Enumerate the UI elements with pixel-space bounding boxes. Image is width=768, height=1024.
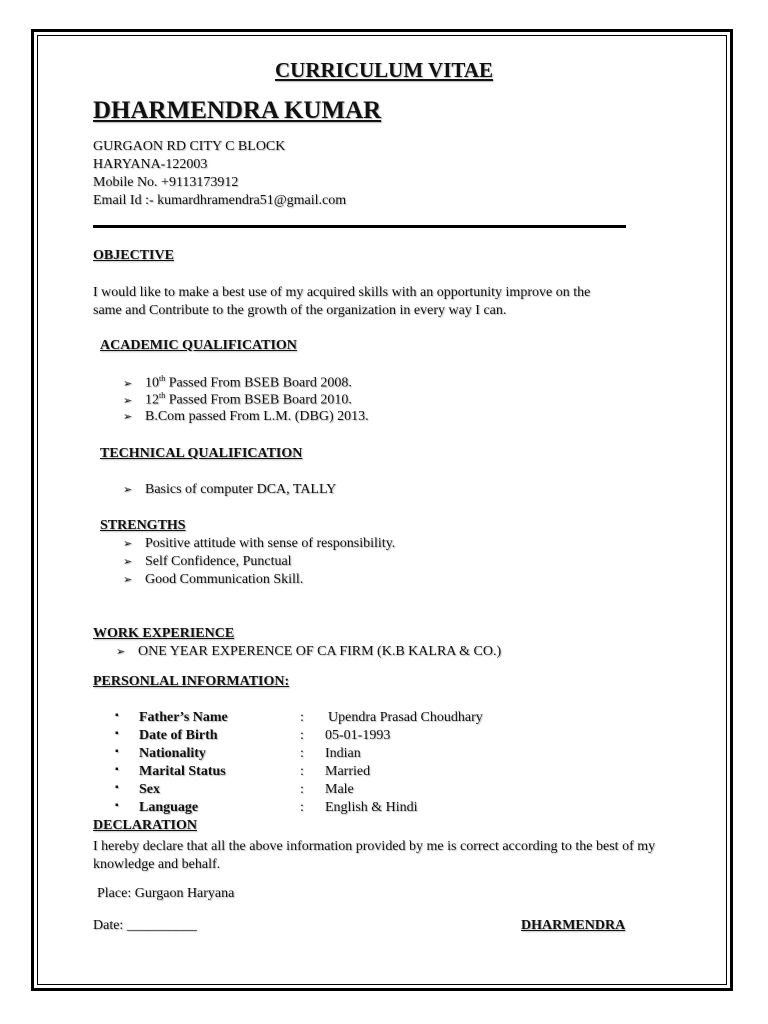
arrow-bullet-icon: ➢ <box>123 411 133 423</box>
objective-heading: OBJECTIVE <box>93 248 174 263</box>
list-item: ➢ 10th Passed From BSEB Board 2008. <box>123 374 352 391</box>
field-value: Upendra Prasad Choudhary <box>328 710 483 725</box>
square-bullet-icon: ▪ <box>115 746 119 757</box>
work-experience-heading: WORK EXPERIENCE <box>93 626 235 641</box>
arrow-bullet-icon: ➢ <box>123 538 133 550</box>
arrow-bullet-icon: ➢ <box>116 646 126 658</box>
date-line: Date: __________ <box>93 918 197 933</box>
list-item: ➢ ONE YEAR EXPERENCE OF CA FIRM (K.B KALRA & CO.) <box>116 644 502 659</box>
list-item: ➢ Self Confidence, Punctual <box>123 554 292 569</box>
square-bullet-icon: ▪ <box>115 764 119 775</box>
arrow-bullet-icon: ➢ <box>123 556 133 568</box>
signature-name: DHARMENDRA <box>521 918 626 933</box>
field-value: Married <box>325 764 371 779</box>
divider-line <box>93 225 626 228</box>
list-item: ➢ Basics of computer DCA, TALLY <box>123 482 337 497</box>
personal-info-heading: PERSONLAL INFORMATION: <box>93 674 290 689</box>
objective-line-2: same and Contribute to the growth of the organization in every way I can. <box>93 303 507 318</box>
strengths-heading: STRENGTHS <box>100 518 186 533</box>
list-item: ➢ 12th Passed From BSEB Board 2010. <box>123 391 352 408</box>
list-item: ➢ Good Communication Skill. <box>123 572 304 587</box>
field-label: Language <box>139 800 199 815</box>
technical-heading: TECHNICAL QUALIFICATION <box>100 446 303 461</box>
field-label: Date of Birth <box>139 728 218 743</box>
address-line-2: HARYANA-122003 <box>93 157 208 172</box>
declaration-heading: DECLARATION <box>93 818 197 833</box>
field-value: Indian <box>325 746 361 761</box>
list-item: ➢ Positive attitude with sense of responsibility. <box>123 536 396 551</box>
arrow-bullet-icon: ➢ <box>123 394 133 407</box>
field-label: Marital Status <box>139 764 226 779</box>
declaration-line-1: I hereby declare that all the above information provided by me is correct according to the best of my <box>93 839 656 854</box>
document-title: CURRICULUM VITAE <box>275 58 493 82</box>
square-bullet-icon: ▪ <box>115 800 119 811</box>
field-label: Sex <box>139 782 160 797</box>
arrow-bullet-icon: ➢ <box>123 377 133 390</box>
academic-heading: ACADEMIC QUALIFICATION <box>100 338 297 353</box>
field-value: English & Hindi <box>325 800 418 815</box>
email-address: Email Id :- kumardhramendra51@gmail.com <box>93 193 347 208</box>
field-value: 05-01-1993 <box>325 728 391 743</box>
objective-line-1: I would like to make a best use of my acquired skills with an opportunity improve on the <box>93 285 591 300</box>
declaration-line-2: knowledge and behalf. <box>93 857 221 872</box>
arrow-bullet-icon: ➢ <box>123 484 133 496</box>
candidate-name: DHARMENDRA KUMAR <box>93 97 382 124</box>
square-bullet-icon: ▪ <box>115 710 119 721</box>
mobile-number: Mobile No. +9113173912 <box>93 175 239 190</box>
field-value: Male <box>325 782 354 797</box>
square-bullet-icon: ▪ <box>115 728 119 739</box>
field-label: Nationality <box>139 746 206 761</box>
arrow-bullet-icon: ➢ <box>123 574 133 586</box>
place-line: Place: Gurgaon Haryana <box>97 886 235 901</box>
square-bullet-icon: ▪ <box>115 782 119 793</box>
field-label: Father’s Name <box>139 710 228 725</box>
address-line-1: GURGAON RD CITY C BLOCK <box>93 139 286 154</box>
list-item: ➢ B.Com passed From L.M. (DBG) 2013. <box>123 409 369 424</box>
